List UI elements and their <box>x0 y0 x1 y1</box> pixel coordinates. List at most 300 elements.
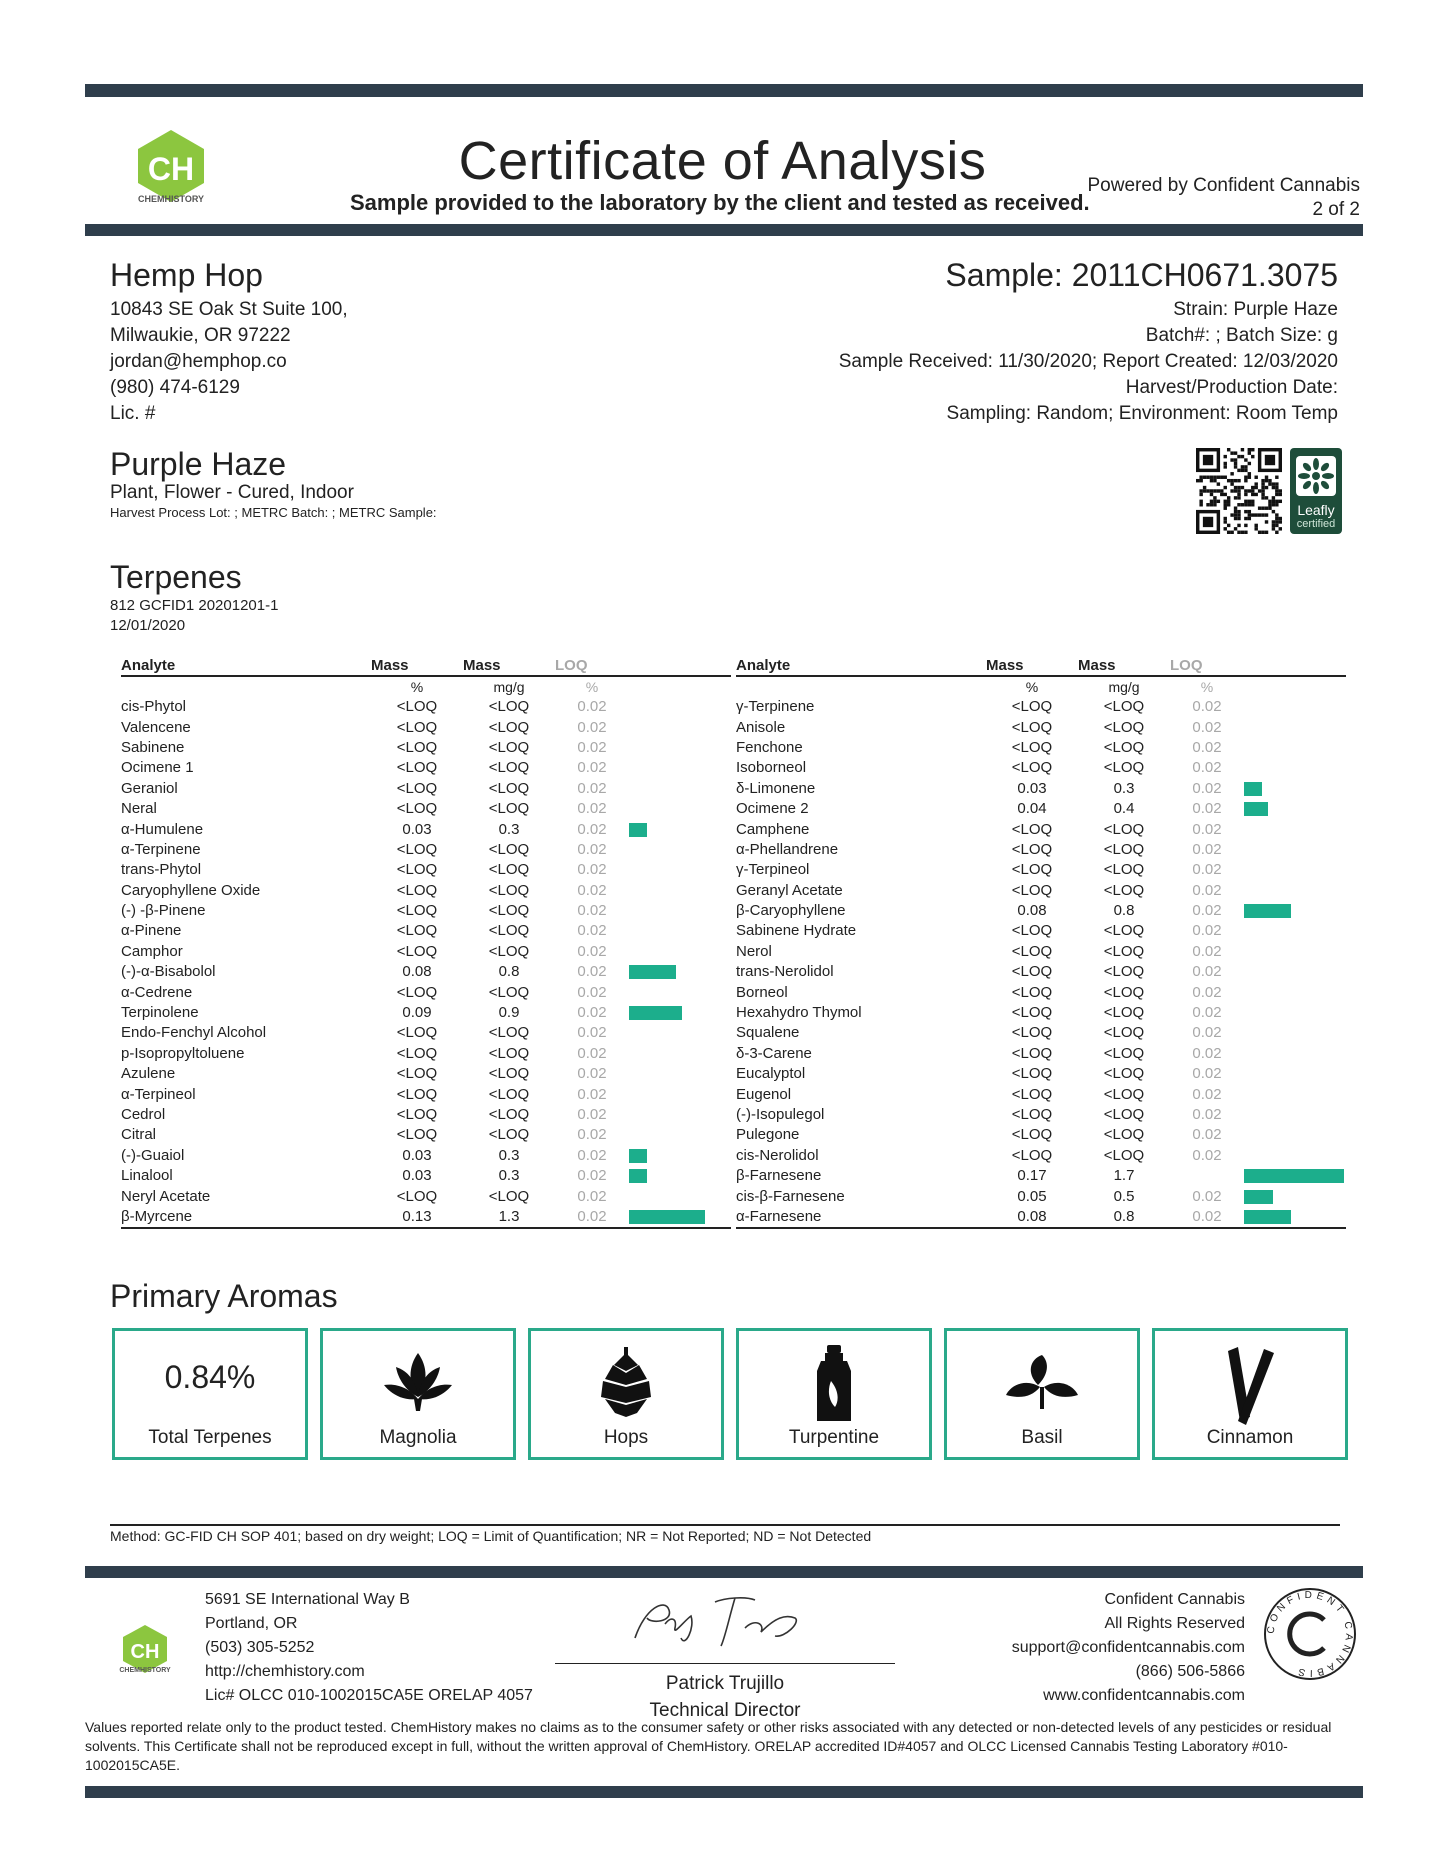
loq: 0.02 <box>577 902 607 920</box>
bar-cell <box>1244 717 1346 737</box>
bar-cell <box>629 1207 731 1228</box>
loq: 0.02 <box>577 963 607 981</box>
mass-mg: 0.8 <box>1078 1207 1170 1228</box>
table-row <box>121 840 731 860</box>
analyte-name: trans-Nerolidol <box>736 963 834 981</box>
leafly-icon <box>1290 450 1342 502</box>
analyte-name: Nerol <box>736 942 772 960</box>
mass-mg: 0.3 <box>498 1146 520 1164</box>
cc-contact <box>1012 1588 1245 1708</box>
analyte-name: Isoborneol <box>736 759 807 777</box>
table-row <box>121 1064 731 1084</box>
logo-caption: CHEMHISTORY <box>137 194 204 204</box>
mass-mg: <LOQ <box>1103 840 1145 858</box>
bar-cell <box>629 1003 731 1023</box>
product-type: Plant, Flower - Cured, Indoor <box>110 482 354 503</box>
analyte-name: Terpinolene <box>121 1004 199 1022</box>
analyte-name: (-)-Isopulegol <box>736 1106 825 1123</box>
analyte-name: Sabinene <box>121 738 185 756</box>
leafly-badge <box>1290 448 1342 534</box>
mass-mg: <LOQ <box>488 983 530 1001</box>
mass-pct: <LOQ <box>1011 718 1053 736</box>
table-row <box>121 1023 731 1043</box>
cc-url[interactable]: www.confidentcannabis.com <box>1043 1687 1245 1704</box>
bar-cell <box>629 1125 731 1145</box>
leafly-label: Leafly <box>1297 502 1335 518</box>
mass-pct: <LOQ <box>1011 942 1053 960</box>
sample-harvest: Harvest/Production Date: <box>1125 377 1338 398</box>
table-row <box>121 738 731 758</box>
mass-mg: <LOQ <box>1103 698 1145 716</box>
table-row <box>736 738 1346 758</box>
loq: 0.02 <box>577 861 607 879</box>
mass-mg: 1.3 <box>463 1207 555 1228</box>
seal-text: CONFIDENT CANNABIS <box>1265 1589 1355 1679</box>
table-row <box>736 1207 1346 1228</box>
loq: 0.02 <box>577 942 607 960</box>
signer-title: Technical Director <box>649 1700 801 1721</box>
mass-mg: <LOQ <box>1103 1024 1145 1042</box>
mass-pct: <LOQ <box>1011 983 1053 1001</box>
table-row <box>121 901 731 921</box>
disclaimer: Values reported relate only to the product tested. ChemHistory makes no claims as to the consumer safety or other risks associated with any detected or non-detected levels of any pesticides or residual solvents. This Certificate shall not be reproduced except in full, without the written approval of ChemHistory. ORELAP accredited ID#4057 and OLCC Licensed Cannabis Testing Laboratory #010-1002015CA5E. <box>85 1719 1332 1773</box>
cc-phone: (866) 506-5866 <box>1135 1663 1245 1680</box>
units-pct: % <box>1025 679 1039 695</box>
mass-mg: 0.5 <box>1113 1187 1135 1205</box>
table-row <box>736 840 1346 860</box>
units-bar-blank <box>1244 676 1346 697</box>
table-row <box>736 697 1346 717</box>
signer <box>555 1670 895 1724</box>
loq: 0.02 <box>1192 963 1222 981</box>
mass-pct: <LOQ <box>396 922 438 940</box>
loq: 0.02 <box>577 1126 607 1144</box>
units-pct: % <box>410 679 424 695</box>
table-row <box>121 1207 731 1228</box>
loq: 0.02 <box>1192 902 1222 920</box>
mass-pct: <LOQ <box>1011 738 1053 756</box>
mass-pct: <LOQ <box>1011 1065 1053 1083</box>
mass-mg: <LOQ <box>488 759 530 777</box>
analyte-name: Ocimene 1 <box>121 759 194 777</box>
mass-mg: 0.8 <box>498 963 520 981</box>
bar-cell <box>1244 840 1346 860</box>
table-row <box>121 881 731 901</box>
table-row <box>121 1146 731 1166</box>
client-address2: Milwaukie, OR 97222 <box>110 325 291 346</box>
footer-bar <box>85 1566 1363 1578</box>
bar-cell <box>1244 758 1346 778</box>
analyte-name: Ocimene 2 <box>736 800 809 818</box>
table-row <box>736 799 1346 819</box>
bar-cell <box>629 840 731 860</box>
mass-mg: <LOQ <box>1103 759 1145 777</box>
col-analyte: Analyte <box>121 656 371 676</box>
table-row <box>736 1084 1346 1104</box>
table-row <box>121 982 731 1002</box>
mass-pct: <LOQ <box>396 738 438 756</box>
mass-pct: 0.17 <box>1017 1167 1047 1185</box>
bar-cell <box>629 819 731 839</box>
mass-mg: 0.3 <box>1113 779 1135 797</box>
qr-code-icon <box>1196 448 1282 534</box>
signature-icon <box>625 1588 825 1658</box>
table-row <box>121 717 731 737</box>
units-mg: mg/g <box>1108 679 1140 695</box>
lab-url[interactable]: http://chemhistory.com <box>205 1663 365 1680</box>
footer-logo-text: CH <box>130 1641 160 1663</box>
cinnamon-icon <box>1220 1345 1280 1427</box>
basil-icon <box>1002 1345 1082 1415</box>
loq: 0.02 <box>577 1004 607 1022</box>
bar-cell <box>629 779 731 799</box>
bar-cell <box>629 1105 731 1125</box>
loq: 0.02 <box>577 881 607 899</box>
table-row <box>736 962 1346 982</box>
table-row <box>736 881 1346 901</box>
bar-cell <box>1244 1186 1346 1206</box>
product-info <box>110 446 437 522</box>
mass-mg: 1.7 <box>1113 1167 1135 1185</box>
concentration-bar <box>1244 1190 1273 1204</box>
analyte-name: Geranyl Acetate <box>736 881 843 899</box>
mass-mg: <LOQ <box>1103 983 1145 1001</box>
client-info <box>110 255 348 427</box>
method-note: Method: GC-FID CH SOP 401; based on dry weight; LOQ = Limit of Quantification; NR = Not Reported; ND = Not Detected <box>110 1524 1340 1544</box>
loq: 0.02 <box>577 1044 607 1062</box>
mass-pct: <LOQ <box>396 698 438 716</box>
lab-license: Lic# OLCC 010-1002015CA5E ORELAP 4057 <box>205 1687 533 1704</box>
aroma-label: Magnolia <box>379 1427 457 1448</box>
bottom-bar <box>85 1786 1363 1798</box>
analyte-name: (-) -β-Pinene <box>121 902 206 920</box>
aroma-basil <box>944 1328 1140 1460</box>
mass-pct: <LOQ <box>396 881 438 899</box>
confident-cannabis-seal-icon <box>1262 1586 1358 1682</box>
analyte-name: Geraniol <box>121 779 178 797</box>
analyte-name: α-Cedrene <box>121 983 193 1001</box>
concentration-bar <box>1244 802 1268 816</box>
loq: 0.02 <box>1192 1024 1222 1042</box>
analyte-name: α-Pinene <box>121 922 182 940</box>
terpenes-heading <box>110 558 278 636</box>
product-lot: Harvest Process Lot: ; METRC Batch: ; METRC Sample: <box>110 505 437 520</box>
sample-title: Sample: 2011CH0671.3075 <box>945 257 1338 293</box>
mass-mg: <LOQ <box>488 942 530 960</box>
loq: 0.02 <box>577 738 607 756</box>
concentration-bar <box>629 1169 647 1183</box>
table-row <box>121 962 731 982</box>
client-email: jordan@hemphop.co <box>110 351 287 372</box>
mass-pct: <LOQ <box>396 1044 438 1062</box>
analyte-name: α-Farnesene <box>736 1207 986 1228</box>
confident-cannabis-seal <box>1262 1586 1358 1682</box>
loq: 0.02 <box>577 779 607 797</box>
mass-mg: 0.3 <box>498 1167 520 1185</box>
bar-cell <box>1244 819 1346 839</box>
bar-cell <box>1244 1166 1346 1186</box>
bar-cell <box>629 1186 731 1206</box>
table-header-row <box>736 656 1346 676</box>
qr-code[interactable] <box>1196 448 1282 534</box>
bar-cell <box>1244 799 1346 819</box>
col-mass-pct: Mass <box>986 656 1078 676</box>
mass-pct: <LOQ <box>1011 922 1053 940</box>
aroma-label: Basil <box>1021 1427 1063 1448</box>
table-row <box>121 819 731 839</box>
mass-pct: <LOQ <box>1011 963 1053 981</box>
turpentine-icon <box>809 1345 859 1423</box>
mass-pct: <LOQ <box>1011 1004 1053 1022</box>
analyte-name: Citral <box>121 1126 157 1144</box>
mass-mg: <LOQ <box>488 922 530 940</box>
table-row <box>736 819 1346 839</box>
analyte-name: Sabinene Hydrate <box>736 922 857 940</box>
loq: 0.02 <box>1192 1106 1222 1123</box>
cc-name: Confident Cannabis <box>1104 1591 1245 1608</box>
table-row <box>736 1146 1346 1166</box>
analyte-name: Neral <box>121 800 157 818</box>
table-row <box>121 1186 731 1206</box>
page-subtitle: Sample provided to the laboratory by the client and tested as received. <box>350 190 1090 215</box>
aroma-label: Hops <box>603 1427 649 1448</box>
mass-mg: <LOQ <box>1103 1146 1145 1164</box>
units-loq: % <box>1200 679 1214 695</box>
analyte-name: δ-Limonene <box>736 779 816 797</box>
bar-cell <box>1244 1044 1346 1064</box>
bar-cell <box>1244 697 1346 717</box>
analyte-name: γ-Terpineol <box>736 861 810 879</box>
loq: 0.02 <box>1192 738 1222 756</box>
table-row <box>121 779 731 799</box>
table-row <box>736 1125 1346 1145</box>
mass-mg: 0.9 <box>498 1004 520 1022</box>
analyte-name: Borneol <box>736 983 788 1001</box>
mass-pct: <LOQ <box>1011 1106 1053 1123</box>
units-blank <box>736 676 986 697</box>
page-number: 2 of 2 <box>1312 199 1360 220</box>
table-row <box>736 1105 1346 1125</box>
loq: 0.02 <box>577 820 607 838</box>
analyte-name: Eucalyptol <box>736 1065 806 1083</box>
mass-mg: <LOQ <box>488 902 530 920</box>
bar-cell <box>1244 860 1346 880</box>
table-row <box>121 1166 731 1186</box>
mass-pct: <LOQ <box>396 1187 438 1205</box>
mass-pct: <LOQ <box>1011 840 1053 858</box>
mass-mg: <LOQ <box>488 1085 530 1103</box>
analyte-name: β-Caryophyllene <box>736 902 846 920</box>
analyte-name: α-Humulene <box>121 820 204 838</box>
mass-pct: <LOQ <box>396 942 438 960</box>
analyte-name: Anisole <box>736 718 786 736</box>
table-row <box>736 1044 1346 1064</box>
col-mass-mg: Mass <box>463 656 555 676</box>
mass-mg: <LOQ <box>1103 1085 1145 1103</box>
analyte-name: Valencene <box>121 718 191 736</box>
mass-mg: <LOQ <box>1103 1126 1145 1144</box>
mass-pct: <LOQ <box>396 983 438 1001</box>
table-row <box>736 901 1346 921</box>
bar-cell <box>629 942 731 962</box>
table-row <box>736 860 1346 880</box>
bar-cell <box>629 758 731 778</box>
mass-mg: <LOQ <box>488 840 530 858</box>
total-terpenes-value: 0.84% <box>164 1359 256 1395</box>
loq: 0.02 <box>1192 1146 1222 1164</box>
footer-logo-caption: CHEMHISTORY <box>119 1667 171 1674</box>
mass-pct: <LOQ <box>396 718 438 736</box>
mass-mg: <LOQ <box>488 779 530 797</box>
page-title: Certificate of Analysis <box>458 131 987 191</box>
mass-pct: <LOQ <box>396 1085 438 1103</box>
loq: 0.02 <box>577 1085 607 1103</box>
table-row <box>121 921 731 941</box>
concentration-bar <box>1244 1169 1344 1183</box>
analyte-name: Hexahydro Thymol <box>736 1004 862 1022</box>
mass-pct: 0.05 <box>1017 1187 1047 1205</box>
aroma-total-terpenes <box>112 1328 308 1460</box>
col-loq: LOQ <box>555 656 629 676</box>
sample-batch: Batch#: ; Batch Size: g <box>1145 325 1338 346</box>
mass-pct: <LOQ <box>1011 698 1053 716</box>
col-mass-pct: Mass <box>371 656 463 676</box>
analyte-name: Cedrol <box>121 1106 166 1123</box>
bar-cell <box>629 1044 731 1064</box>
aroma-cinnamon <box>1152 1328 1348 1460</box>
loq: 0.02 <box>577 840 607 858</box>
svg-text:CONFIDENT CANNABIS <box>1266 1590 1355 1678</box>
loq: 0.02 <box>1192 922 1222 940</box>
table-row <box>121 1125 731 1145</box>
mass-pct: 0.03 <box>1017 779 1047 797</box>
loq: 0.02 <box>577 800 607 818</box>
loq: 0.02 <box>1192 1126 1222 1144</box>
mass-mg: <LOQ <box>1103 1004 1145 1022</box>
bar-cell <box>629 1166 731 1186</box>
mass-mg: <LOQ <box>488 1024 530 1042</box>
loq: 0.02 <box>1192 1187 1222 1205</box>
mass-pct: <LOQ <box>396 1065 438 1083</box>
mass-pct: 0.08 <box>402 963 432 981</box>
bar-cell <box>629 1064 731 1084</box>
concentration-bar <box>629 823 647 837</box>
mass-pct: <LOQ <box>1011 1044 1053 1062</box>
mass-mg: <LOQ <box>1103 820 1145 838</box>
mass-mg: <LOQ <box>488 718 530 736</box>
mass-pct: 0.04 <box>1017 800 1047 818</box>
table-units-row <box>121 676 731 697</box>
mass-mg: <LOQ <box>1103 861 1145 879</box>
loq <box>1170 1166 1244 1186</box>
analyte-name: Fenchone <box>736 738 803 756</box>
sample-dates: Sample Received: 11/30/2020; Report Created: 12/03/2020 <box>838 351 1338 372</box>
lab-address2: Portland, OR <box>205 1615 298 1632</box>
col-bar <box>1244 656 1346 676</box>
mass-mg: <LOQ <box>1103 738 1145 756</box>
col-mass-mg: Mass <box>1078 656 1170 676</box>
cc-rights: All Rights Reserved <box>1104 1615 1245 1632</box>
terpenes-table-right <box>736 656 1346 1229</box>
mass-pct: <LOQ <box>1011 1146 1053 1164</box>
terpenes-method-id: 812 GCFID1 20201201-1 <box>110 597 279 614</box>
powered-by <box>1087 174 1360 222</box>
mass-mg: <LOQ <box>1103 963 1145 981</box>
loq: 0.02 <box>1192 983 1222 1001</box>
analyte-name: cis-β-Farnesene <box>736 1187 845 1205</box>
bar-cell <box>629 881 731 901</box>
table-row <box>736 1023 1346 1043</box>
table-row <box>121 799 731 819</box>
bar-cell <box>1244 982 1346 1002</box>
footer-chemhistory-logo <box>118 1623 172 1677</box>
signature-line <box>555 1663 895 1664</box>
loq: 0.02 <box>577 1187 607 1205</box>
bar-cell <box>629 962 731 982</box>
cc-email[interactable]: support@confidentcannabis.com <box>1011 1639 1245 1656</box>
units-loq: % <box>585 679 599 695</box>
table-row <box>121 1003 731 1023</box>
loq: 0.02 <box>577 1167 607 1185</box>
aromas-title: Primary Aromas <box>110 1278 338 1314</box>
aroma-turpentine <box>736 1328 932 1460</box>
bar-cell <box>1244 738 1346 758</box>
lab-contact <box>205 1588 533 1708</box>
mass-pct: <LOQ <box>396 759 438 777</box>
loq: 0.02 <box>1192 820 1222 838</box>
loq: 0.02 <box>577 1146 607 1164</box>
bar-cell <box>629 860 731 880</box>
bar-cell <box>1244 901 1346 921</box>
mass-pct: <LOQ <box>1011 820 1053 838</box>
mass-pct: <LOQ <box>396 1106 438 1123</box>
table-row <box>736 758 1346 778</box>
loq: 0.02 <box>1192 759 1222 777</box>
mass-mg: <LOQ <box>1103 1106 1145 1123</box>
logo-text: CH <box>147 151 195 187</box>
analyte-name: Pulegone <box>736 1126 800 1144</box>
mass-pct: <LOQ <box>1011 1024 1053 1042</box>
bar-cell <box>629 697 731 717</box>
units-bar-blank <box>629 676 731 697</box>
analyte-name: trans-Phytol <box>121 861 202 879</box>
loq: 0.02 <box>577 922 607 940</box>
mass-mg: <LOQ <box>1103 1044 1145 1062</box>
analyte-name: Azulene <box>121 1065 176 1083</box>
total-terpenes-label: Total Terpenes <box>148 1427 272 1448</box>
analyte-name: cis-Nerolidol <box>736 1146 819 1164</box>
analyte-name: α-Terpineol <box>121 1085 196 1103</box>
bar-cell <box>1244 942 1346 962</box>
bar-cell <box>1244 881 1346 901</box>
bar-cell <box>629 921 731 941</box>
concentration-bar <box>1244 782 1262 796</box>
col-analyte: Analyte <box>736 656 986 676</box>
bar-cell <box>629 717 731 737</box>
bar-cell <box>629 1146 731 1166</box>
bar-cell <box>1244 779 1346 799</box>
col-loq: LOQ <box>1170 656 1244 676</box>
bar-cell <box>1244 1003 1346 1023</box>
mass-mg: <LOQ <box>488 738 530 756</box>
concentration-bar <box>1244 1210 1291 1224</box>
aroma-magnolia <box>320 1328 516 1460</box>
mass-pct: 0.09 <box>402 1004 432 1022</box>
mass-pct: <LOQ <box>1011 1126 1053 1144</box>
client-address1: 10843 SE Oak St Suite 100, <box>110 299 348 320</box>
mass-mg: 0.4 <box>1113 800 1135 818</box>
loq: 0.02 <box>1192 861 1222 879</box>
